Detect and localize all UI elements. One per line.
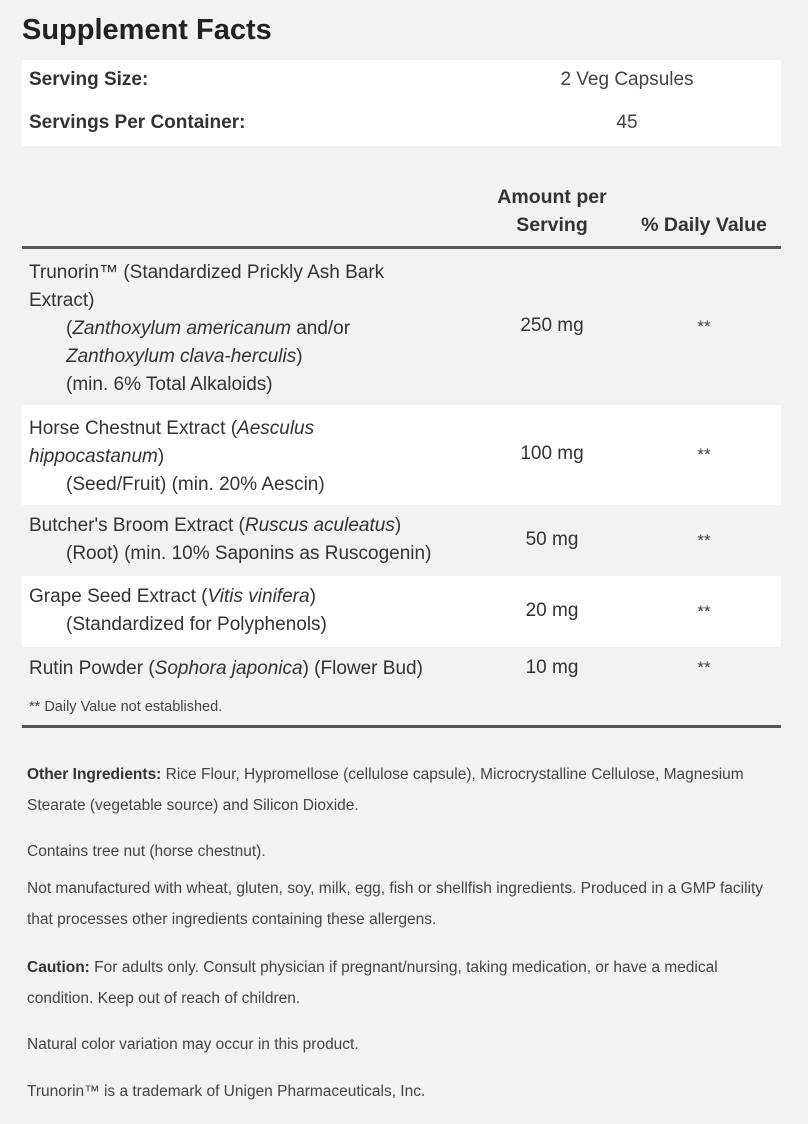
ingredient-daily-value: **: [697, 602, 711, 621]
serving-size-row: [22, 60, 781, 103]
ingredient-daily-value: **: [697, 317, 711, 336]
color-variation-notice: Natural color variation may occur in this product.: [27, 1036, 359, 1053]
ingredient-row-trunorin: [22, 249, 781, 405]
servings-per-container-label: Servings Per Container:: [29, 112, 246, 133]
product-info-section: [0, 745, 808, 1124]
daily-value-footnote: ** Daily Value not established.: [29, 699, 223, 715]
caution-notice: Caution: For adults only. Consult physician if pregnant/nursing, taking medication, or have a medical condition. Keep out of reach of children.: [27, 959, 718, 1007]
daily-value-column-header: % Daily Value: [641, 214, 767, 236]
trademark-notice: Trunorin™ is a trademark of Unigen Pharmaceuticals, Inc.: [27, 1083, 426, 1100]
ingredient-row-horse-chestnut: [22, 405, 781, 505]
allergen-notice: Not manufactured with wheat, gluten, soy, milk, egg, fish or shellfish ingredients. Produced in a GMP facility that processes other ingredients containing these allergens.: [27, 880, 764, 928]
ingredient-amount: 50 mg: [525, 529, 579, 550]
ingredient-daily-value: **: [697, 658, 711, 677]
page-title: Supplement Facts: [22, 14, 272, 46]
serving-size-label: Serving Size:: [29, 69, 149, 90]
ingredient-name: Grape Seed Extract (Vitis vinifera) (Standardized for Polyphenols): [29, 586, 327, 635]
ingredient-amount: 10 mg: [525, 657, 579, 678]
ingredient-amount: 100 mg: [520, 443, 584, 464]
ingredient-row-rutin: [22, 647, 781, 692]
ingredient-name: Butcher's Broom Extract (Ruscus aculeatus) (Root) (min. 10% Saponins as Ruscogenin): [29, 515, 432, 564]
caution-label: Caution:: [27, 959, 90, 976]
amount-header-line1: Amount per: [497, 186, 607, 208]
serving-size-value: 2 Veg Capsules: [560, 69, 694, 90]
ingredient-daily-value: **: [697, 531, 711, 550]
ingredient-row-grape-seed: [22, 576, 781, 647]
other-ingredients: Other Ingredients: Rice Flour, Hypromellose (cellulose capsule), Microcrystalline Cellulose, Magnesium Stearate (vegetable source) and Silicon Dioxide.: [27, 766, 744, 814]
ingredient-amount: 250 mg: [520, 315, 584, 336]
ingredient-name: Horse Chestnut Extract (Aesculus hippocastanum) (Seed/Fruit) (min. 20% Aescin): [29, 418, 325, 495]
bottom-divider: [22, 725, 781, 728]
amount-header-line2: Serving: [516, 214, 588, 236]
ingredient-daily-value: **: [697, 445, 711, 464]
ingredient-amount: 20 mg: [525, 600, 579, 621]
ingredient-name: Trunorin™ (Standardized Prickly Ash Bark Extract) (Zanthoxylum americanum and/or Zanthoxylum clava-herculis) (min. 6% Total Alkaloids): [29, 262, 385, 395]
ingredient-name: Rutin Powder (Sophora japonica) (Flower Bud): [29, 658, 423, 679]
servings-per-container-row: [22, 103, 781, 146]
tree-nut-notice: Contains tree nut (horse chestnut).: [27, 843, 266, 860]
servings-per-container-value: 45: [616, 112, 638, 133]
ingredient-row-butchers-broom: [22, 505, 781, 576]
amount-column-header: [482, 183, 622, 239]
other-ingredients-label: Other Ingredients:: [27, 766, 162, 783]
